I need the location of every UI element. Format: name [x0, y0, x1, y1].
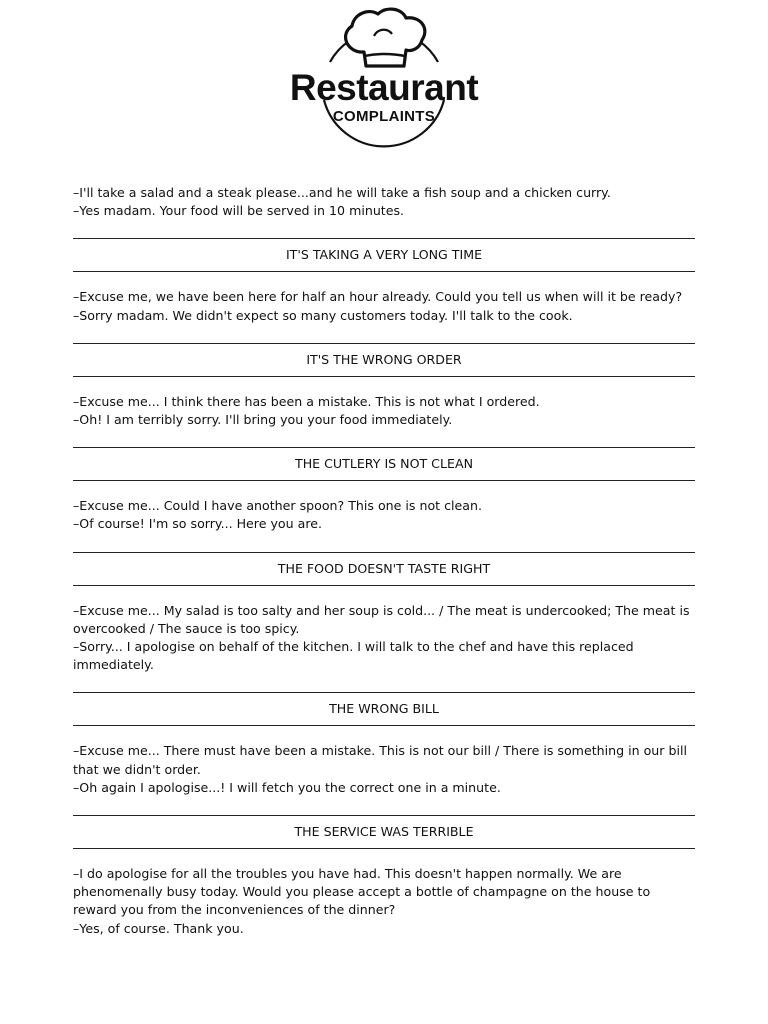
- dialogue-line: –I do apologise for all the troubles you have had. This doesn't happen normally. We are phenomenally busy today. Would you please accept a bottle of champagne on the house to reward you from the inconveniences of the dinner?: [73, 866, 651, 918]
- section-heading: THE CUTLERY IS NOT CLEAN: [73, 447, 695, 481]
- section-dialogue: [73, 742, 695, 797]
- dialogue-line: –Sorry... I apologise on behalf of the kitchen. I will talk to the chef and have this replaced immediately.: [73, 639, 634, 673]
- section-dialogue: [73, 865, 695, 938]
- section-heading: THE SERVICE WAS TERRIBLE: [73, 815, 695, 849]
- dialogue-line: –Oh again I apologise...! I will fetch you the correct one in a minute.: [73, 779, 501, 795]
- section-dialogue: [73, 497, 695, 533]
- logo-title: Restaurant: [289, 67, 479, 108]
- logo-subtitle: COMPLAINTS: [332, 108, 436, 125]
- dialogue-line: –I'll take a salad and a steak please...and he will take a fish soup and a chicken curry.: [73, 185, 611, 200]
- dialogue-content: [73, 184, 695, 938]
- dialogue-line: –Excuse me... I think there has been a mistake. This is not what I ordered.: [73, 393, 540, 409]
- section-heading: THE WRONG BILL: [73, 692, 695, 726]
- dialogue-line: –Excuse me... Could I have another spoon? This one is not clean.: [73, 498, 482, 514]
- section-heading: IT'S THE WRONG ORDER: [73, 343, 695, 377]
- dialogue-line: –Oh! I am terribly sorry. I'll bring you your food immediately.: [73, 412, 453, 428]
- dialogue-line: –Of course! I'm so sorry... Here you are.: [73, 516, 322, 532]
- restaurant-complaints-logo: [284, 4, 484, 164]
- intro-dialogue: [73, 184, 695, 220]
- dialogue-line: –Excuse me... My salad is too salty and her soup is cold... / The meat is undercooked; The meat is overcooked / The sauce is too spicy.: [73, 602, 690, 636]
- dialogue-line: –Excuse me, we have been here for half an hour already. Could you tell us when will it be ready?: [73, 289, 683, 305]
- dialogue-line: –Sorry madam. We didn't expect so many customers today. I'll talk to the cook.: [73, 307, 573, 323]
- section-dialogue: [73, 602, 695, 675]
- dialogue-line: –Yes, of course. Thank you.: [73, 920, 244, 936]
- section-dialogue: [73, 393, 695, 429]
- section-heading: THE FOOD DOESN'T TASTE RIGHT: [73, 552, 695, 586]
- dialogue-line: –Yes madam. Your food will be served in 10 minutes.: [73, 203, 405, 219]
- dialogue-line: –Excuse me... There must have been a mistake. This is not our bill / There is something in our bill that we didn't order.: [73, 743, 687, 777]
- section-dialogue: [73, 288, 695, 324]
- section-heading: IT'S TAKING A VERY LONG TIME: [73, 238, 695, 272]
